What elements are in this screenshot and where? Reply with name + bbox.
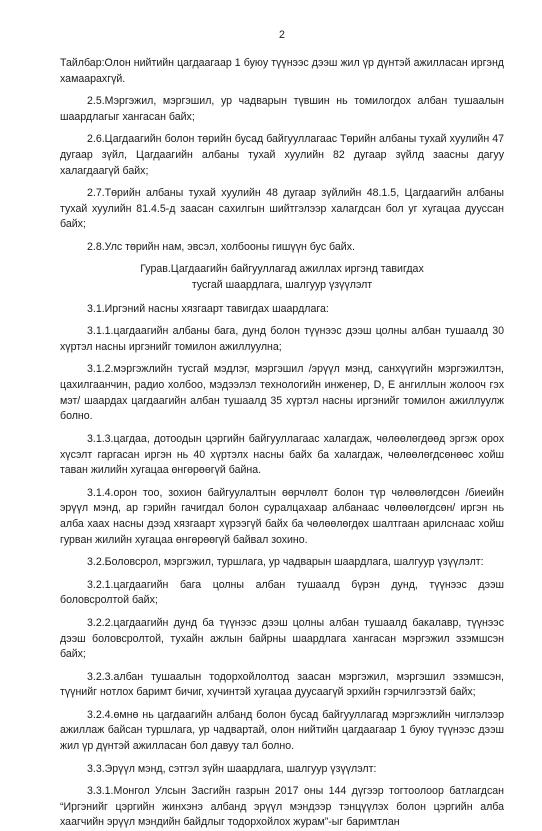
- paragraph-3-1-1: 3.1.1.цагдаагийн албаны бага, дунд болон түүнээс дээш цолны албан тушаалд 30 хүртэл насны иргэнийг томилон ажиллуулна;: [60, 324, 504, 353]
- paragraph-note: Тайлбар:Олон нийтийн цагдаагаар 1 буюу түүнээс дээш жил үр дүнтэй ажилласан иргэнд хамаарахгүй.: [60, 56, 504, 85]
- paragraph-2-7: 2.7.Төрийн албаны тухай хуулийн 48 дугаар зүйлийн 48.1.5, Цагдаагийн албаны тухай хуулийн 81.4.5-д заасан сахилгын шийтгэлээр халагдсан бол уг хугацаа дууссан байх;: [60, 186, 504, 231]
- paragraph-3-2-1: 3.2.1.цагдаагийн бага цолны албан тушаалд бүрэн дунд, түүнээс дээш боловсролтой байх;: [60, 578, 504, 607]
- paragraph-3-2: 3.2.Боловсрол, мэргэжил, туршлага, ур чадварын шаардлага, шалгуур үзүүлэлт:: [87, 556, 484, 569]
- paragraph-3-3: 3.3.Эрүүл мэнд, сэтгэл зүйн шаардлага, шалгуур үзүүлэлт:: [87, 762, 377, 775]
- paragraph-3-2-2: 3.2.2.цагдаагийн дунд ба түүнээс дээш цолны албан тушаалд бакалавр, түүнээс дээш боловсролтой, тухайн ажлын байрны шаардлага хангасан мэргэжил эзэмшсэн байх;: [60, 616, 504, 661]
- section-heading: [60, 262, 504, 294]
- section-heading-line2: тусгай шаардлага, шалгуур үзүүлэлт: [191, 278, 373, 291]
- paragraph-3-2-4: 3.2.4.өмнө нь цагдаагийн албанд болон бусад байгууллагад мэргэжлийн чиглэлээр ажиллаж байсан туршлага, ур чадвартай, олон нийтийн цагдаагаар 1 буюу түүнээс дээш жил үр дүнтэй ажилласан бол давуу тал болно.: [60, 708, 504, 753]
- paragraph-3-1: 3.1.Иргэний насны хязгаарт тавигдах шаардлага:: [87, 302, 329, 315]
- page-number: 2: [279, 29, 285, 41]
- paragraph-3-2-3: 3.2.3.албан тушаалын тодорхойлолтод заасан мэргэжил, мэргэшил эзэмшсэн, түүнийг нотлох баримт бичиг, хүчинтэй хугацаа дуусаагүй эрхийн гэрчилгээтэй байх;: [60, 670, 504, 699]
- paragraph-3-3-1: 3.3.1.Монгол Улсын Засгийн газрын 2017 оны 144 дүгээр тогтоолоор батлагдсан “Иргэнийг цэргийн жинхэнэ албанд эрүүл мэндээр тэнцүүлэх болон цэргийн алба хаагчийн эрүүл мэндийн байдлыг тодорхойлох журам”-ыг баримтлан: [60, 784, 504, 829]
- paragraph-2-5: 2.5.Мэргэжил, мэргэшил, ур чадварын түвшин нь томилогдох албан тушаалын шаардлагыг хангасан байх;: [60, 94, 504, 123]
- paragraph-3-1-4: 3.1.4.орон тоо, зохион байгуулалтын өөрчлөлт болон түр чөлөөлөгдсөн /биеийн эрүүл мэнд, ар гэрийн гачигдал болон суралцахаар албанаас чөлөөлөгдсөн/ иргэн нь алба хаах насны дээд хязгаарт хүрээгүй байх ба чөлөөлөгдөх шалтгаан арилснаас хойш гурван жилийн хугацаа өнгөрөөгүй байвал зохино.: [60, 486, 504, 547]
- paragraph-2-6: 2.6.Цагдаагийн болон төрийн бусад байгууллагаас Төрийн албаны тухай хуулийн 47 дугаар зүйл, Цагдаагийн албаны тухай хуулийн 82 дугаар зүйлд заасны дагуу халагдаагүй байх;: [60, 132, 504, 177]
- paragraph-3-1-2: 3.1.2.мэргэжлийн тусгай мэдлэг, мэргэшил /эрүүл мэнд, санхүүгийн мэргэжилтэн, цахилгаанчин, радио холбоо, мэдээлэл технологийн инженер, D, E ангиллын жолооч гэх мэт/ шаардах цагдаагийн албан тушаалд 35 хүртэл насны иргэнийг томилон ажиллуулж болно.: [60, 363, 504, 423]
- section-heading-line1: Гурав.Цагдаагийн байгууллагад ажиллах иргэнд тавигдах: [140, 263, 424, 276]
- paragraph-2-8: 2.8.Улс төрийн нам, эвсэл, холбооны гишүүн бус байх.: [87, 240, 355, 253]
- paragraph-3-1-3: 3.1.3.цагдаа, дотоодын цэргийн байгууллагаас халагдаж, чөлөөлөгдөөд эргэж орох хүсэлт гаргасан иргэн нь 40 хүртэлх насны байх ба халагдаж, чөлөөлөгдсөнөөс хойш таван жилийн хугацаа өнгөрөөгүй байна.: [60, 432, 504, 477]
